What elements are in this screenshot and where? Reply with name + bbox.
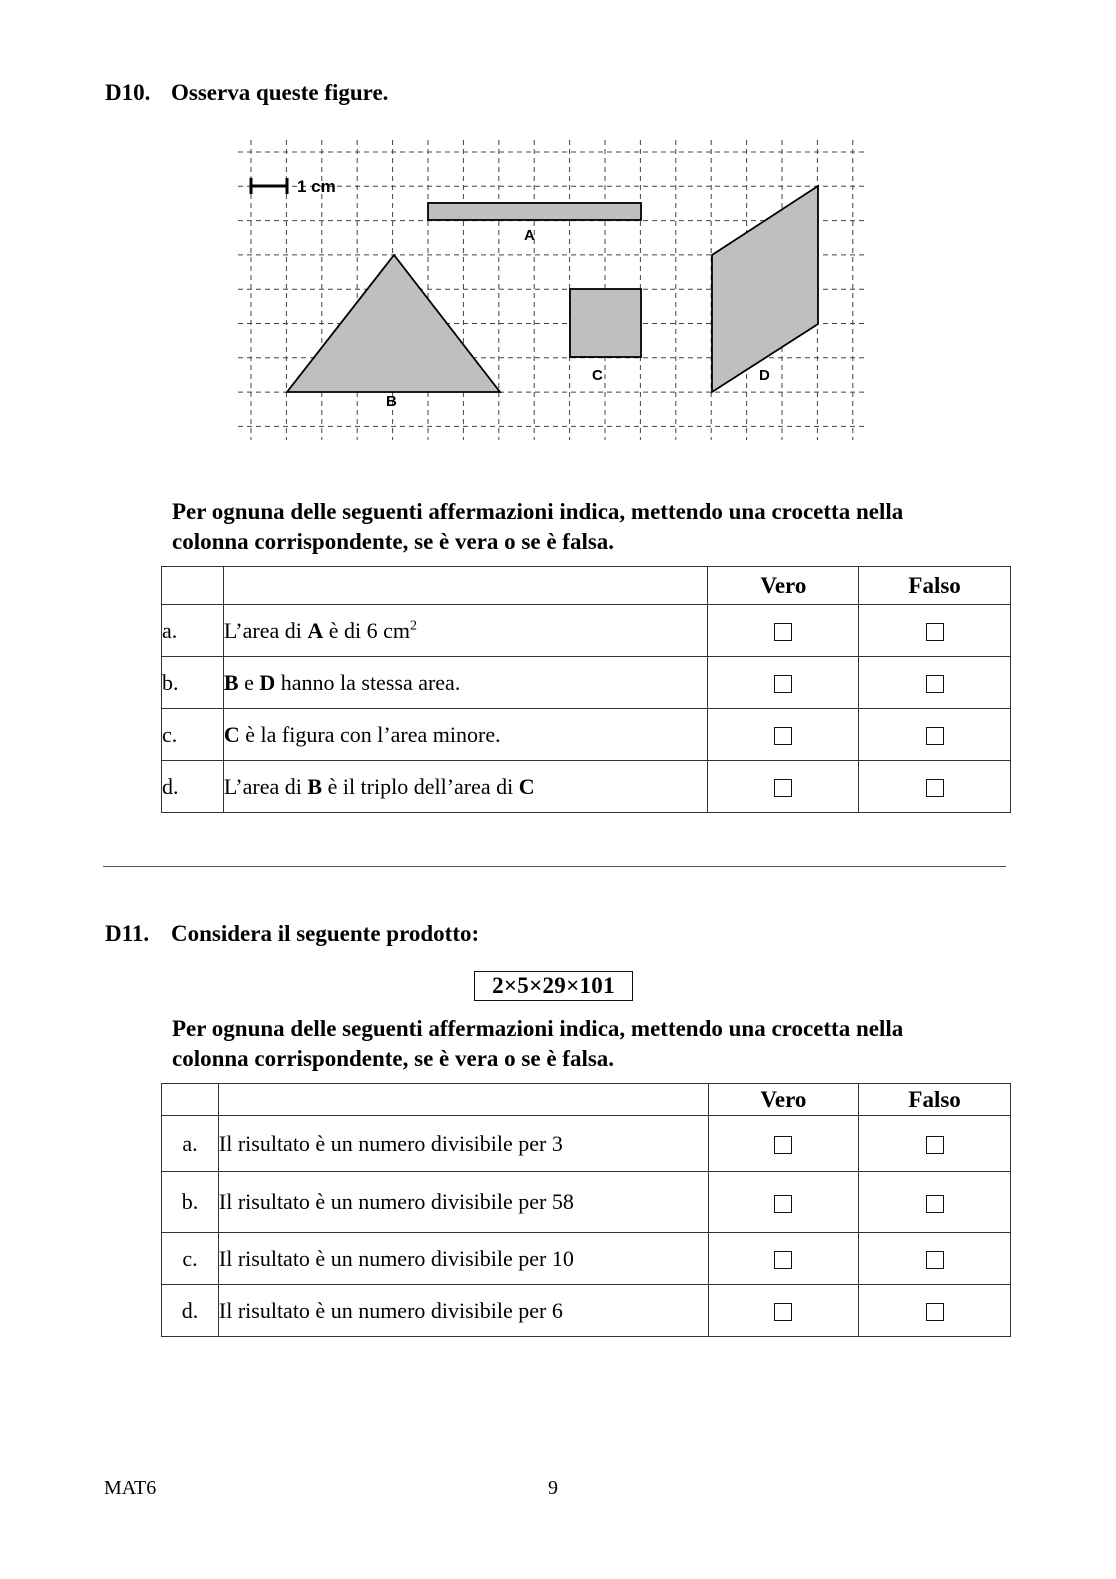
- shape-a: [428, 203, 641, 220]
- label-b: B: [386, 393, 397, 410]
- table-row: [162, 709, 1011, 761]
- checkbox-vero[interactable]: [774, 1195, 792, 1213]
- label-c: C: [592, 367, 603, 384]
- statement: Il risultato è un numero divisibile per 3: [218, 1116, 708, 1172]
- instruction-line: colonna corrispondente, se è vera o se è falsa.: [172, 1046, 615, 1071]
- checkbox-falso[interactable]: [926, 1303, 944, 1321]
- instructions-d11: [172, 1014, 903, 1074]
- question-d11-title: [105, 921, 479, 947]
- statement: C è la figura con l’area minore.: [223, 709, 708, 761]
- true-false-table-d10: [161, 566, 1011, 813]
- statement: Il risultato è un numero divisibile per 6: [218, 1285, 708, 1337]
- column-header-vero: Vero: [708, 567, 859, 605]
- checkbox-vero[interactable]: [774, 779, 792, 797]
- row-letter: a.: [162, 1116, 219, 1172]
- column-header-falso: Falso: [859, 1084, 1011, 1116]
- checkbox-vero[interactable]: [774, 727, 792, 745]
- scale-label: 1 cm: [297, 177, 336, 196]
- shape-c: [570, 289, 641, 357]
- checkbox-falso[interactable]: [926, 675, 944, 693]
- instructions-d10: [172, 497, 903, 557]
- table-row: [162, 1116, 1011, 1172]
- instruction-line: Per ognuna delle seguenti affermazioni indica, mettendo una crocetta nella: [172, 1016, 904, 1041]
- row-letter: c.: [162, 709, 224, 761]
- table-row: [162, 1172, 1011, 1233]
- checkbox-vero[interactable]: [774, 1303, 792, 1321]
- label-a: A: [524, 227, 535, 244]
- question-text: Osserva queste figure.: [171, 80, 389, 105]
- question-number: D11.: [105, 921, 150, 946]
- footer-code: MAT6: [104, 1477, 157, 1499]
- table-row: [162, 1285, 1011, 1337]
- checkbox-vero[interactable]: [774, 623, 792, 641]
- shape-d: [712, 186, 818, 392]
- column-header-vero: Vero: [708, 1084, 859, 1116]
- row-letter: d.: [162, 761, 224, 813]
- row-letter: b.: [162, 657, 224, 709]
- checkbox-falso[interactable]: [926, 779, 944, 797]
- product-expression: 2×5×29×101: [474, 971, 633, 1001]
- checkbox-falso[interactable]: [926, 1251, 944, 1269]
- statement: Il risultato è un numero divisibile per 58: [218, 1172, 708, 1233]
- checkbox-vero[interactable]: [774, 1136, 792, 1154]
- question-d10-title: [105, 80, 388, 106]
- scale-bar: [251, 178, 287, 194]
- row-letter: a.: [162, 605, 224, 657]
- table-row: [162, 657, 1011, 709]
- statement: L’area di A è di 6 $cm^2$: [223, 605, 708, 657]
- label-d: D: [759, 367, 770, 384]
- row-letter: c.: [162, 1233, 219, 1285]
- statement: L’area di B è il triplo dell’area di C: [223, 761, 708, 813]
- checkbox-falso[interactable]: [926, 727, 944, 745]
- instruction-line: colonna corrispondente, se è vera o se è falsa.: [172, 529, 615, 554]
- instruction-line: Per ognuna delle seguenti affermazioni indica, mettendo una crocetta nella: [172, 499, 904, 524]
- table-row: [162, 1233, 1011, 1285]
- checkbox-falso[interactable]: [926, 1136, 944, 1154]
- row-letter: d.: [162, 1285, 219, 1337]
- table-header-row: [162, 567, 1011, 605]
- table-header-row: [162, 1084, 1011, 1116]
- geometry-figure: [236, 138, 868, 444]
- shape-b: [287, 255, 500, 392]
- section-divider: [103, 866, 1006, 867]
- table-row: [162, 605, 1011, 657]
- statement: B e D hanno la stessa area.: [223, 657, 708, 709]
- column-header-falso: Falso: [859, 567, 1011, 605]
- true-false-table-d11: [161, 1083, 1011, 1337]
- checkbox-vero[interactable]: [774, 675, 792, 693]
- row-letter: b.: [162, 1172, 219, 1233]
- page-number: 9: [548, 1477, 558, 1499]
- checkbox-falso[interactable]: [926, 1195, 944, 1213]
- checkbox-falso[interactable]: [926, 623, 944, 641]
- statement: Il risultato è un numero divisibile per 10: [218, 1233, 708, 1285]
- checkbox-vero[interactable]: [774, 1251, 792, 1269]
- question-number: D10.: [105, 80, 151, 105]
- table-row: [162, 761, 1011, 813]
- question-text: Considera il seguente prodotto:: [171, 921, 480, 946]
